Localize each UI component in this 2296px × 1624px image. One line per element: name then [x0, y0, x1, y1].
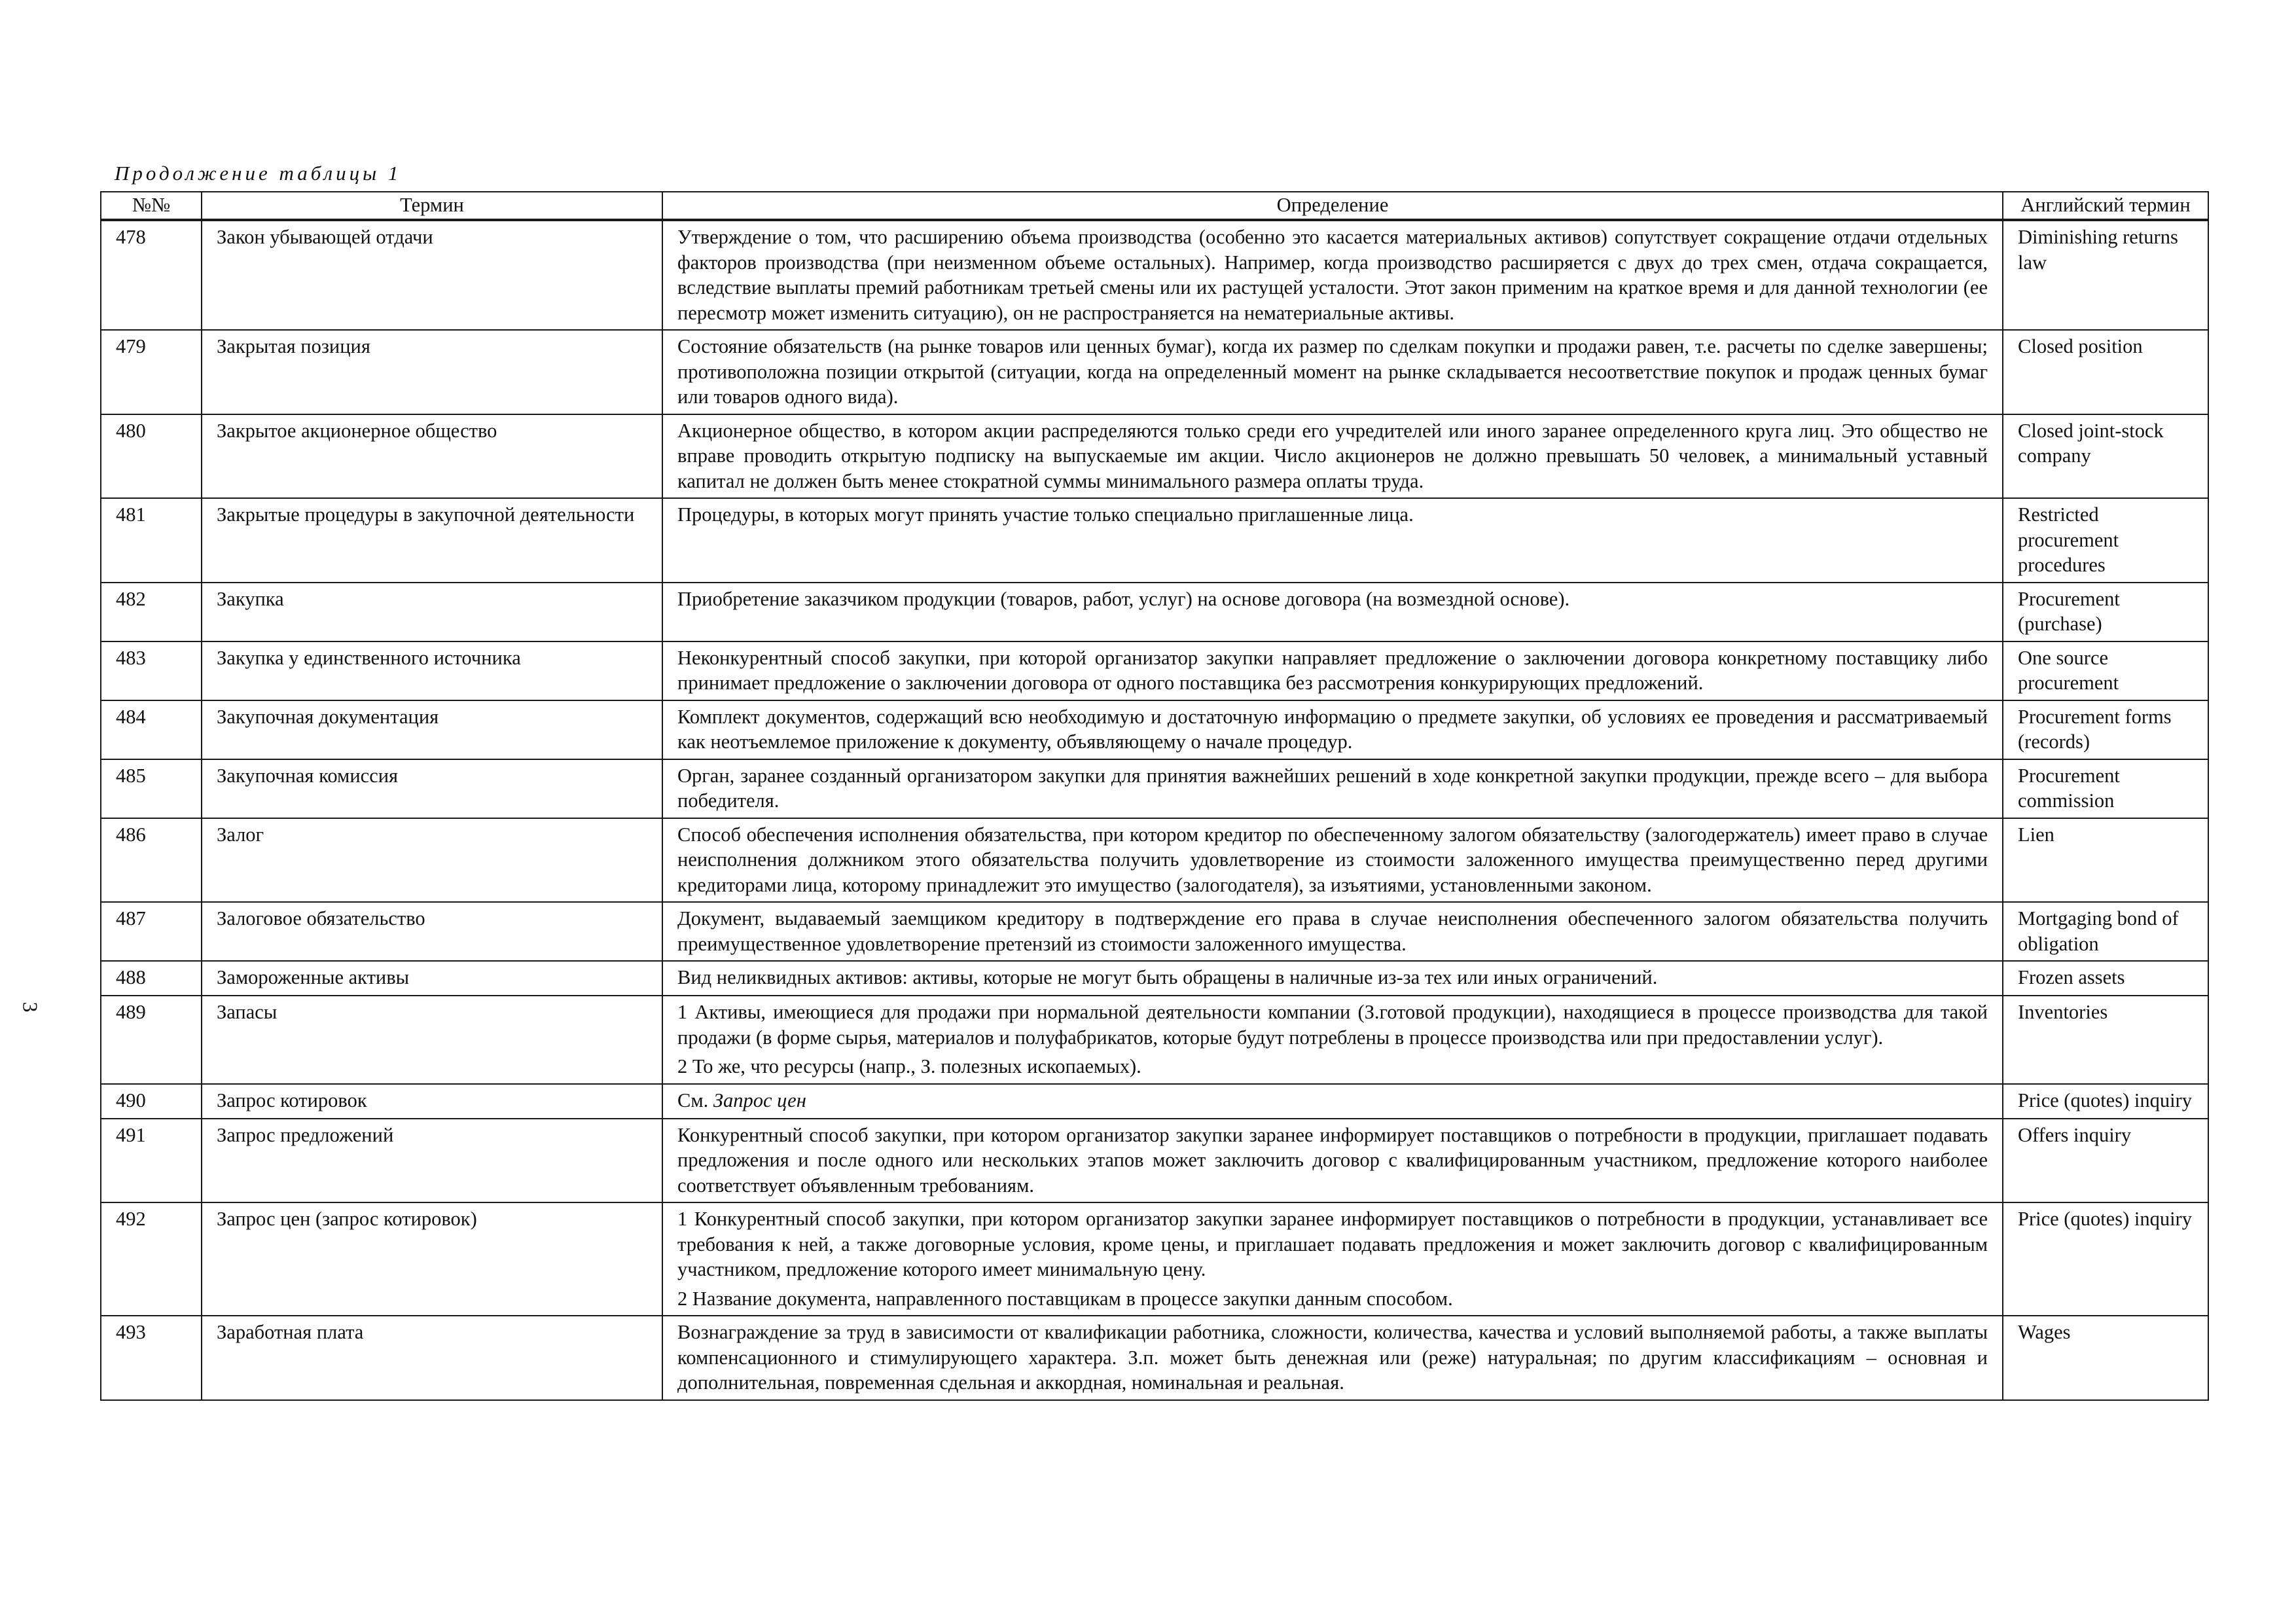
table-row	[101, 902, 2208, 961]
entry-definition	[662, 498, 2003, 583]
definition-paragraph: Документ, выдаваемый заемщиком кредитору в подтверждение его права в случае неисполнения обеспеченного залогом обязательства получить преимущественное удовлетворение претензий из стоимости заложенного имущества.	[677, 907, 1988, 955]
entry-term: Запасы	[202, 996, 662, 1084]
definition-paragraph: Утверждение о том, что расширению объема производства (особенно это касается материальных активов) сопутствует сокращение отдачи отдельных факторов производства (при неизменном объеме остальных). Например, когда производство расширяется с двух до трех смен, отдача сокращается, вследствие выплаты премий работникам третьей смены или их растущей усталости. Этот закон применим на краткое время и для данной технологии (ее пересмотр может изменить ситуацию), он не распространяется на нематериальные активы.	[677, 226, 1988, 324]
entry-definition	[662, 1119, 2003, 1203]
entry-number: 491	[101, 1119, 202, 1203]
entry-number: 493	[101, 1316, 202, 1400]
entry-term: Закупка у единственного источника	[202, 641, 662, 700]
entry-term: Закрытые процедуры в закупочной деятельности	[202, 498, 662, 583]
definition-paragraph: Неконкурентный способ закупки, при которой организатор закупки направляет предложение о заключении договора конкретному поставщику либо принимает предложение о заключении договора от одного поставщика без рассмотрения конкурирующих предложений.	[677, 646, 1988, 694]
document-page	[100, 156, 2208, 1401]
definition-see-prefix: См.	[677, 1089, 713, 1111]
table-row	[101, 583, 2208, 641]
entry-english-term: Wages	[2003, 1316, 2208, 1400]
entry-definition	[662, 414, 2003, 499]
entry-definition	[662, 330, 2003, 414]
entry-term: Закупочная комиссия	[202, 759, 662, 818]
entry-english-term: Price (quotes) inquiry	[2003, 1202, 2208, 1316]
entry-number: 483	[101, 641, 202, 700]
table-row	[101, 700, 2208, 759]
page-number: 3	[18, 1001, 43, 1013]
entry-number: 479	[101, 330, 202, 414]
entry-english-term: One source procurement	[2003, 641, 2208, 700]
entry-term: Закупочная документация	[202, 700, 662, 759]
definition-paragraph: Способ обеспечения исполнения обязательства, при котором кредитор по обеспеченному залогом обязательству (залогодержатель) имеет право в случае неисполнения должником этого обязательства получить удовлетворение из стоимости заложенного имущества преимущественно перед другими кредиторами лица, которому принадлежит это имущество (залогодателя), за изъятиями, установленными законом.	[677, 823, 1988, 896]
entry-number: 492	[101, 1202, 202, 1316]
entry-number: 480	[101, 414, 202, 499]
entry-english-term: Lien	[2003, 818, 2208, 903]
entry-number: 484	[101, 700, 202, 759]
column-header-definition: Определение	[662, 192, 2003, 220]
entry-definition	[662, 961, 2003, 996]
definition-paragraph: Приобретение заказчиком продукции (товаров, работ, услуг) на основе договора (на возмездной основе).	[677, 587, 1570, 610]
entry-definition	[662, 818, 2003, 903]
entry-term: Закупка	[202, 583, 662, 641]
table-row	[101, 961, 2208, 996]
entry-term: Закон убывающей отдачи	[202, 220, 662, 330]
entry-english-term: Inventories	[2003, 996, 2208, 1084]
entry-term: Заработная плата	[202, 1316, 662, 1400]
definition-paragraph: Акционерное общество, в котором акции распределяются только среди его учредителей или иного заранее определенного круга лиц. Это общество не вправе проводить открытую подписку на выпускаемые им акции. Число акционеров не должно превышать 50 человек, а минимальный уставный капитал не должен быть менее стократной суммы минимального размера оплаты труда.	[677, 419, 1988, 492]
entry-definition	[662, 1084, 2003, 1119]
entry-number: 485	[101, 759, 202, 818]
column-header-english: Английский термин	[2003, 192, 2208, 220]
entry-number: 481	[101, 498, 202, 583]
entry-term: Залог	[202, 818, 662, 903]
definition-paragraph: Комплект документов, содержащий всю необходимую и достаточную информацию о предмете закупки, об условиях ее проведения и рассматриваемый как неотъемлемое приложение к документу, объявляющему о начале процедур.	[677, 705, 1988, 753]
entry-number: 489	[101, 996, 202, 1084]
glossary-table	[100, 191, 2209, 1401]
entry-number: 482	[101, 583, 202, 641]
entry-term: Запрос цен (запрос котировок)	[202, 1202, 662, 1316]
entry-english-term: Mortgaging bond of obligation	[2003, 902, 2208, 961]
entry-definition	[662, 996, 2003, 1084]
entry-english-term: Closed joint-stock company	[2003, 414, 2208, 499]
entry-english-term: Offers inquiry	[2003, 1119, 2208, 1203]
entry-english-term: Procurement forms (records)	[2003, 700, 2208, 759]
table-row	[101, 1316, 2208, 1400]
table-row	[101, 641, 2208, 700]
definition-paragraph: Конкурентный способ закупки, при котором организатор закупки заранее информирует поставщиков о потребности в продукции, приглашает подавать предложения и после одного или нескольких этапов может заключить договор с квалифицированным участником, предложение которого наиболее соответствует объявленным требованиям.	[677, 1123, 1988, 1197]
entry-english-term: Procurement commission	[2003, 759, 2208, 818]
entry-english-term: Diminishing returns law	[2003, 220, 2208, 330]
definition-paragraph: 1 Конкурентный способ закупки, при котором организатор закупки заранее информирует поставщиков о потребности в продукции, устанавливает все требования к ней, а также договорные условия, кроме цены, и приглашает подавать предложения и может заключить договор с квалифицированным участником, предложение которого имеет минимальную цену.	[677, 1208, 1988, 1280]
table-row	[101, 414, 2208, 499]
definition-paragraph: Орган, заранее созданный организатором закупки для принятия важнейших решений в ходе конкретной закупки продукции, прежде всего – для выбора победителя.	[677, 764, 1988, 812]
entry-number: 488	[101, 961, 202, 996]
definition-paragraph: Вознаграждение за труд в зависимости от квалификации работника, сложности, количества, качества и условий выполняемой работы, а также выплаты компенсационного и стимулирующего характера. З.п. может быть денежная или (реже) натуральная; по другим классификациям – основная и дополнительная, повременная сдельная и аккордная, номинальная и реальная.	[677, 1321, 1988, 1394]
entry-definition	[662, 902, 2003, 961]
table-caption: Продолжение таблицы 1	[115, 162, 402, 185]
table-row	[101, 498, 2208, 583]
entry-term: Запрос предложений	[202, 1119, 662, 1203]
entry-definition	[662, 759, 2003, 818]
entry-english-term: Restricted procurement procedures	[2003, 498, 2208, 583]
entry-number: 490	[101, 1084, 202, 1119]
entry-definition	[662, 641, 2003, 700]
table-row	[101, 996, 2208, 1084]
entry-number: 478	[101, 220, 202, 330]
definition-cross-reference: Запрос цен	[713, 1089, 806, 1111]
entry-term: Залоговое обязательство	[202, 902, 662, 961]
table-row	[101, 1202, 2208, 1316]
table-row	[101, 818, 2208, 903]
definition-paragraph: Состояние обязательств (на рынке товаров или ценных бумаг), когда их размер по сделкам покупки и продажи равен, т.е. расчеты по сделке завершены; противоположна позиции открытой (ситуации, когда на определенный момент на рынке складывается несоответствие покупок и продаж ценных бумаг или товаров одного вида).	[677, 335, 1988, 408]
entry-english-term: Procurement (purchase)	[2003, 583, 2208, 641]
entry-term: Замороженные активы	[202, 961, 662, 996]
table-row	[101, 220, 2208, 330]
column-header-term: Термин	[202, 192, 662, 220]
definition-paragraph: 2 То же, что ресурсы (напр., З. полезных ископаемых).	[677, 1055, 1141, 1077]
entry-definition	[662, 1316, 2003, 1400]
table-row	[101, 330, 2208, 414]
table-row	[101, 1119, 2208, 1203]
table-row	[101, 1084, 2208, 1119]
entry-definition	[662, 220, 2003, 330]
entry-definition	[662, 700, 2003, 759]
entry-english-term: Closed position	[2003, 330, 2208, 414]
entry-term: Закрытое акционерное общество	[202, 414, 662, 499]
definition-paragraph: 1 Активы, имеющиеся для продажи при нормальной деятельности компании (З.готовой продукции), находящиеся в процессе производства для такой продажи (в форме сырья, материалов и полуфабрикатов, которые будут потреблены в процессе производства или при предоставлении услуг).	[677, 1001, 1988, 1049]
definition-paragraph: 2 Название документа, направленного поставщикам в процессе закупки данным способом.	[677, 1287, 1453, 1310]
definition-paragraph: Процедуры, в которых могут принять участие только специально приглашенные лица.	[677, 503, 1414, 526]
column-header-number: №№	[101, 192, 202, 220]
entry-english-term: Price (quotes) inquiry	[2003, 1084, 2208, 1119]
entry-term: Закрытая позиция	[202, 330, 662, 414]
entry-definition	[662, 583, 2003, 641]
definition-paragraph: Вид неликвидных активов: активы, которые не могут быть обращены в наличные из-за тех или иных ограничений.	[677, 966, 1658, 988]
entry-number: 487	[101, 902, 202, 961]
entry-number: 486	[101, 818, 202, 903]
entry-term: Запрос котировок	[202, 1084, 662, 1119]
entry-english-term: Frozen assets	[2003, 961, 2208, 996]
table-row	[101, 759, 2208, 818]
entry-definition	[662, 1202, 2003, 1316]
table-header-row	[101, 192, 2208, 220]
